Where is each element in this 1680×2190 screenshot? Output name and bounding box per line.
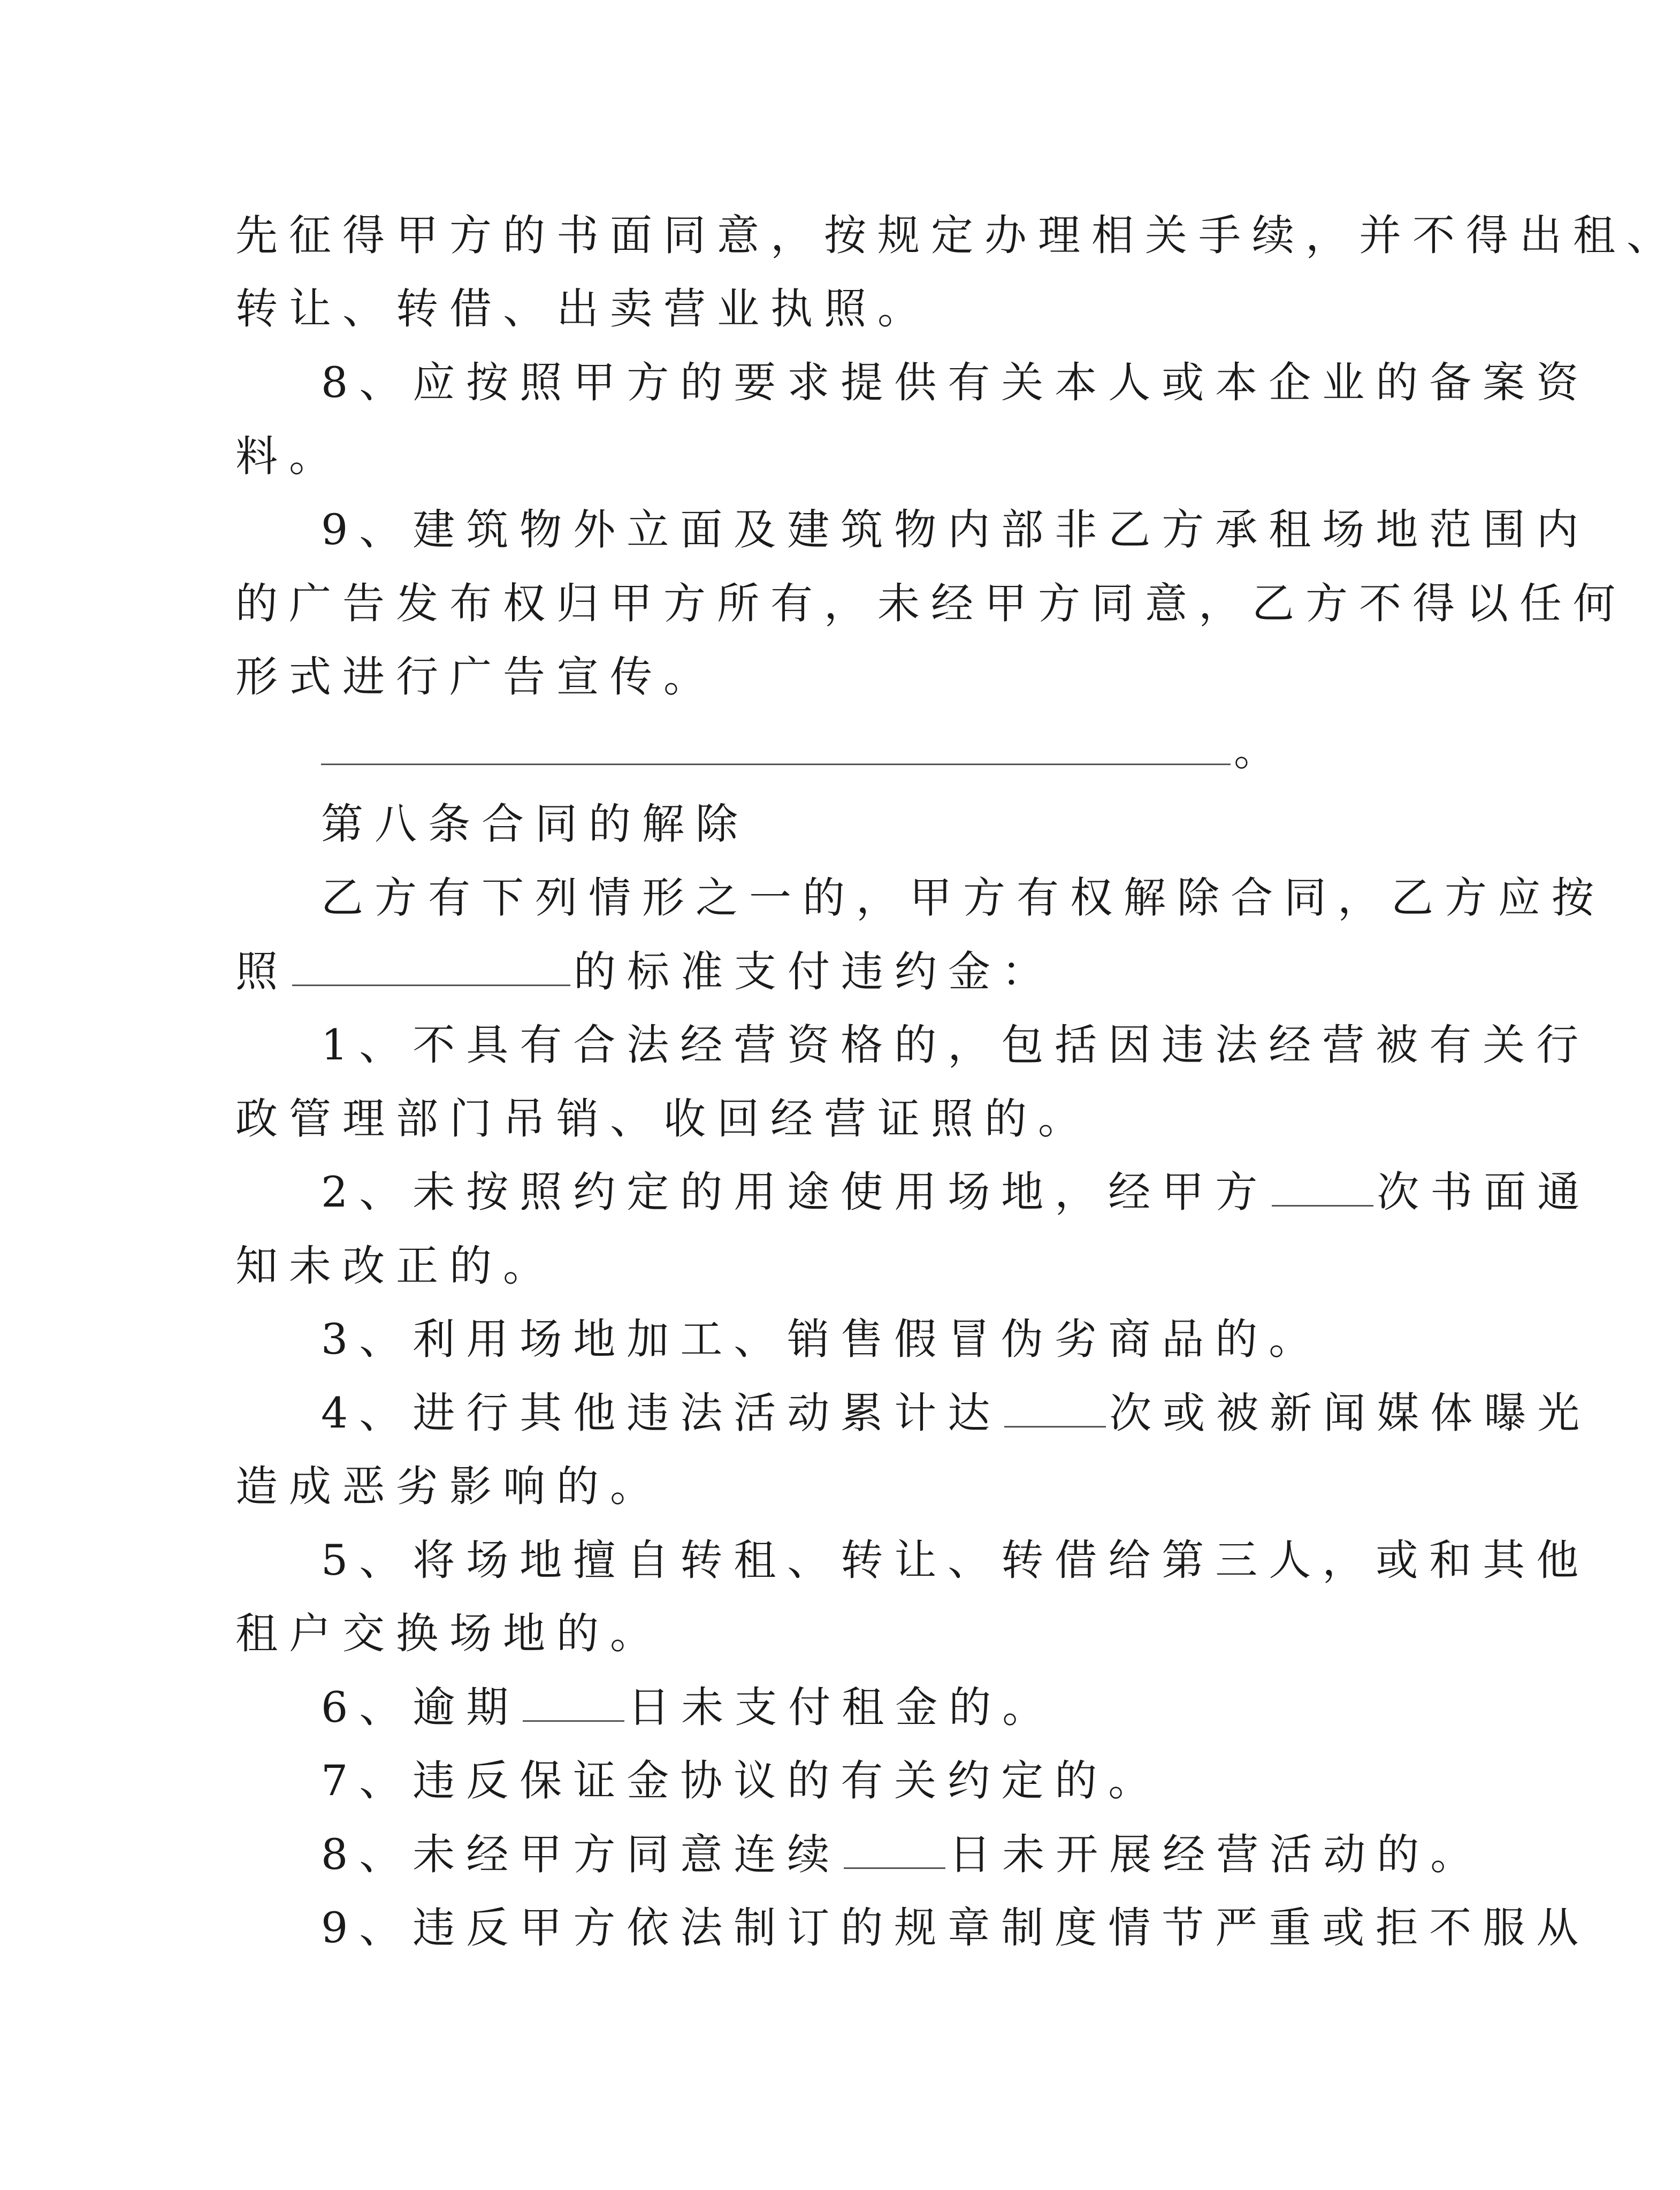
article-8-intro-cont — [235, 932, 1327, 1012]
text-segment: 日未开展经营活动的。 — [949, 1830, 1484, 1879]
text-segment: 日未支付租金的。 — [628, 1683, 1056, 1732]
blank-fill-line — [321, 711, 1327, 791]
text-line: 的广告发布权归甲方所有，未经甲方同意，乙方不得以任何 — [235, 579, 1626, 628]
fill-in-blank[interactable] — [1004, 1383, 1106, 1428]
text-segment: 次或被新闻媒体曝光 — [1109, 1388, 1591, 1438]
list-item: 1、不具有合法经营资格的，包括因违法经营被有关行 — [321, 1020, 1590, 1070]
fill-in-blank[interactable] — [844, 1825, 945, 1869]
fill-in-blank[interactable] — [1272, 1162, 1373, 1207]
list-item — [321, 1814, 1484, 1895]
text-segment: 8、未经甲方同意连续 — [321, 1830, 841, 1879]
list-item: 7、违反保证金协议的有关约定的。 — [321, 1756, 1162, 1805]
text-line: 形式进行广告宣传。 — [235, 652, 717, 701]
list-item — [321, 1373, 1591, 1453]
text-line: 料。 — [235, 432, 342, 481]
list-item: 9、违反甲方依法制订的规章制度情节严重或拒不服从 — [321, 1903, 1590, 1952]
fill-in-blank[interactable] — [321, 721, 1231, 765]
text-segment: 6、逾期 — [321, 1683, 520, 1732]
text-segment: 照 — [235, 947, 289, 996]
text-segment: 次书面通 — [1377, 1168, 1591, 1217]
list-item: 5、将场地擅自转租、转让、转借给第三人，或和其他 — [321, 1536, 1590, 1585]
text-line: 8、应按照甲方的要求提供有关本人或本企业的备案资 — [321, 358, 1590, 407]
article-8-intro: 乙方有下列情形之一的，甲方有权解除合同，乙方应按 — [321, 873, 1605, 922]
text-segment: 的标准支付违约金： — [574, 947, 1055, 996]
text-line: 9、建筑物外立面及建筑物内部非乙方承租场地范围内 — [321, 505, 1590, 554]
text-segment: 4、进行其他违法活动累计达 — [321, 1388, 1002, 1438]
list-item-cont: 租户交换场地的。 — [235, 1609, 663, 1658]
list-item-cont: 知未改正的。 — [235, 1241, 556, 1291]
list-item-cont: 造成恶劣影响的。 — [235, 1462, 663, 1511]
line-end-period: 。 — [1234, 726, 1276, 775]
list-item — [321, 1667, 1327, 1748]
text-segment: 2、未按照约定的用途使用场地，经甲方 — [321, 1168, 1269, 1217]
text-line: 先征得甲方的书面同意，按规定办理相关手续，并不得出租、 — [235, 211, 1680, 260]
list-item: 3、利用场地加工、销售假冒伪劣商品的。 — [321, 1315, 1323, 1364]
fill-in-blank[interactable] — [292, 942, 570, 986]
list-item-cont: 政管理部门吊销、收回经营证照的。 — [235, 1094, 1091, 1143]
fill-in-blank[interactable] — [523, 1677, 624, 1722]
article-8-title: 第八条合同的解除 — [321, 799, 749, 849]
list-item — [321, 1152, 1591, 1232]
text-line: 转让、转借、出卖营业执照。 — [235, 284, 931, 333]
